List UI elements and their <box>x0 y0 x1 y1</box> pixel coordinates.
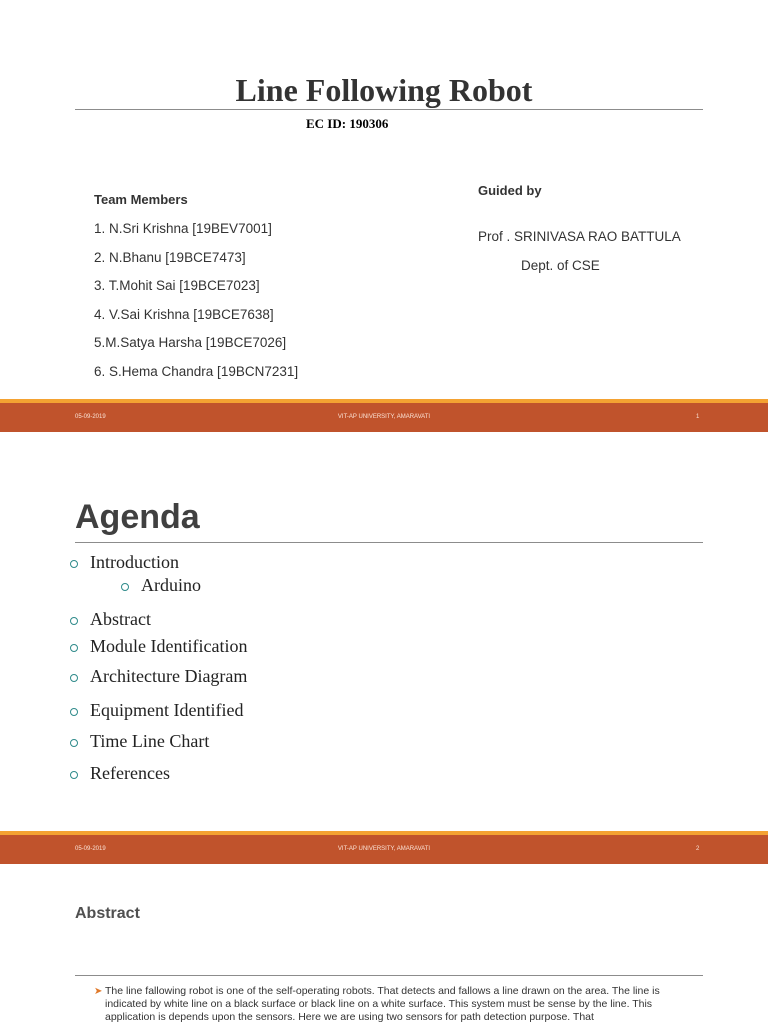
title-divider <box>75 109 703 110</box>
team-members-heading: Team Members <box>94 192 188 207</box>
list-item: 3. T.Mohit Sai [19BCE7023] <box>94 278 260 293</box>
footer-institution: VIT-AP UNIVERSITY, AMARAVATI <box>337 846 431 852</box>
footer-institution: VIT-AP UNIVERSITY, AMARAVATI <box>337 414 431 420</box>
agenda-list: Introduction Arduino Abstract Module Identification Architecture Diagram Equipment Identified Time Line Chart References <box>0 432 768 832</box>
abstract-slide <box>0 865 768 1024</box>
title-slide <box>0 0 768 432</box>
list-item: 1. N.Sri Krishna [19BEV7001] <box>94 221 272 236</box>
list-item: 5.M.Satya Harsha [19BCE7026] <box>94 335 287 350</box>
slide-footer <box>0 835 768 864</box>
circle-bullet-icon <box>70 674 78 682</box>
circle-bullet-icon <box>121 583 129 591</box>
team-members-list <box>94 220 298 391</box>
slide-footer <box>0 403 768 432</box>
circle-bullet-icon <box>70 560 78 568</box>
list-item: 2. N.Bhanu [19BCE7473] <box>94 249 246 265</box>
guide-name: Prof . SRINIVASA RAO BATTULA <box>478 229 681 244</box>
guided-by-heading: Guided by <box>478 183 542 198</box>
guide-department: Dept. of CSE <box>521 258 600 273</box>
circle-bullet-icon <box>70 617 78 625</box>
arrow-bullet-icon: ➤ <box>94 986 103 997</box>
agenda-title: Agenda <box>75 498 200 536</box>
circle-bullet-icon <box>70 644 78 652</box>
circle-bullet-icon <box>70 739 78 747</box>
abstract-divider <box>75 975 703 976</box>
circle-bullet-icon <box>70 708 78 716</box>
ec-id: EC ID: 190306 <box>306 116 389 131</box>
footer-date: 05-09-2019 <box>75 846 106 852</box>
footer-date: 05-09-2019 <box>75 414 106 420</box>
footer-page-number: 1 <box>696 414 700 420</box>
abstract-paragraph: The line fallowing robot is one of the self-operating robots. That detects and fallows a line drawn on the area. The line is indicated by white line on a black surface or black line on a white surface. This system must be sense by the line. This application is depends upon the sensors. Here we are using two sensors for path detection purpose. That <box>105 985 660 1023</box>
circle-bullet-icon <box>70 771 78 779</box>
slide-title: Line Following Robot <box>235 72 533 108</box>
list-item: 4. V.Sai Krishna [19BCE7638] <box>94 306 274 322</box>
agenda-slide <box>0 432 768 865</box>
footer-page-number: 2 <box>696 846 700 852</box>
list-item: 6. S.Hema Chandra [19BCN7231] <box>94 363 299 379</box>
abstract-title: Abstract <box>75 905 140 922</box>
